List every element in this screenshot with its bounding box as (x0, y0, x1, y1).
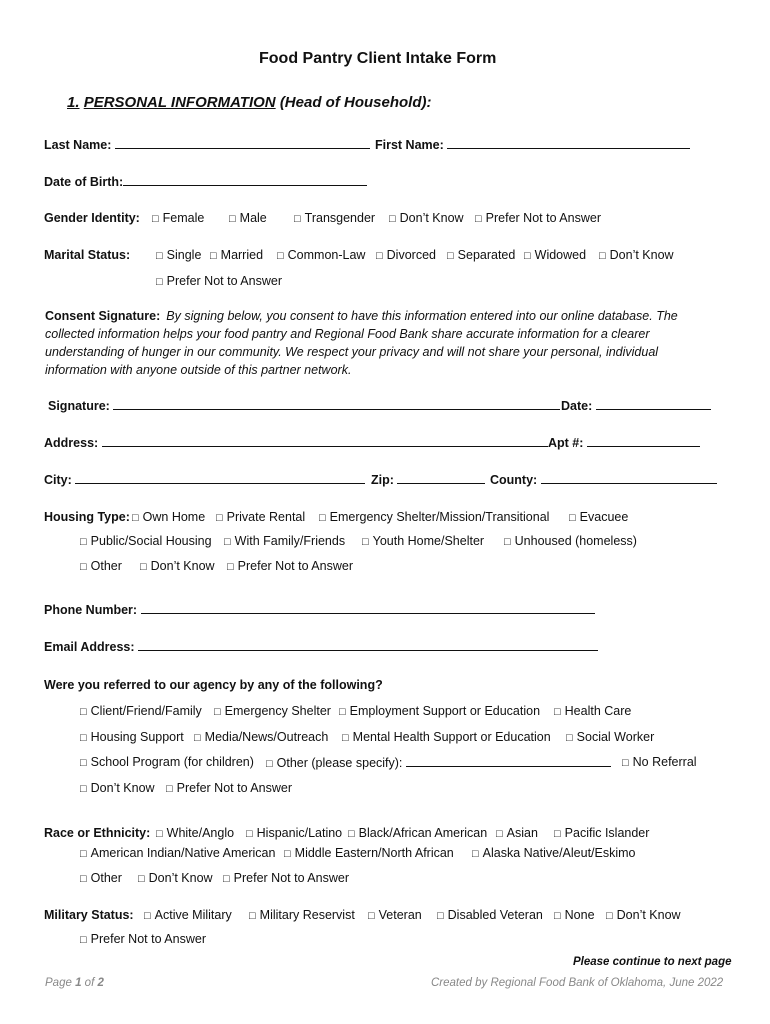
credit-note: Created by Regional Food Bank of Oklahoma, June 2022 (431, 977, 724, 989)
marital-option[interactable]: □ Widowed (524, 247, 586, 264)
email-label: Email Address: (44, 640, 135, 654)
page-of: of (84, 977, 95, 989)
housing-option[interactable]: □ Unhoused (homeless) (504, 533, 637, 550)
race-option[interactable]: □ Black/African American (348, 825, 487, 842)
gender-option[interactable]: □ Prefer Not to Answer (475, 210, 601, 227)
last-name-label: Last Name: (44, 138, 112, 152)
housing-option[interactable]: □ Emergency Shelter/Mission/Transitional (319, 509, 549, 526)
housing-label: Housing Type: (44, 510, 130, 524)
military-option[interactable]: □ None (554, 907, 595, 924)
marital-label: Marital Status: (44, 248, 131, 262)
gender-label: Gender Identity: (44, 211, 140, 225)
military-option[interactable]: □ Military Reservist (249, 907, 355, 924)
race-option[interactable]: □ Asian (496, 825, 538, 842)
address-line[interactable] (102, 434, 548, 447)
military-option[interactable]: □ Veteran (368, 907, 422, 924)
referral-option[interactable]: □ School Program (for children) (80, 754, 254, 771)
referral-other-line[interactable] (406, 754, 611, 767)
marital-option[interactable]: □ Don’t Know (599, 247, 674, 264)
city-line[interactable] (75, 471, 365, 484)
referral-option[interactable]: □ Prefer Not to Answer (166, 780, 292, 797)
last-name-field[interactable] (44, 136, 370, 153)
race-option[interactable]: □ Pacific Islander (554, 825, 649, 842)
referral-option[interactable]: □ No Referral (622, 754, 697, 771)
housing-option[interactable]: □ Youth Home/Shelter (362, 533, 484, 550)
page-word: Page (45, 977, 72, 989)
date-line[interactable] (596, 397, 711, 410)
race-option[interactable]: □ Middle Eastern/North African (284, 845, 454, 862)
gender-option[interactable]: □ Transgender (294, 210, 375, 227)
date-label: Date: (561, 399, 593, 413)
marital-option[interactable]: □ Common-Law (277, 247, 365, 264)
page-total: 2 (97, 977, 104, 989)
race-option[interactable]: □ Alaska Native/Aleut/Eskimo (472, 845, 636, 862)
military-option[interactable]: □ Don’t Know (606, 907, 681, 924)
address-label: Address: (44, 436, 99, 450)
military-option[interactable]: □ Active Military (144, 907, 232, 924)
referral-option[interactable]: □ Health Care (554, 703, 631, 720)
race-option[interactable]: □ Prefer Not to Answer (223, 870, 349, 887)
city-field[interactable] (44, 471, 365, 488)
email-field[interactable] (44, 638, 598, 655)
referral-question: Were you referred to our agency by any of the following? (44, 678, 383, 692)
race-option[interactable]: □ American Indian/Native American (80, 845, 275, 862)
page-title: Food Pantry Client Intake Form (259, 50, 497, 67)
gender-option[interactable]: □ Don’t Know (389, 210, 464, 227)
referral-option[interactable]: □ Social Worker (566, 729, 654, 746)
page-current: 1 (75, 977, 82, 989)
apt-label: Apt #: (548, 436, 584, 450)
race-option[interactable]: □ Don’t Know (138, 870, 213, 887)
referral-other-field[interactable] (266, 754, 611, 772)
signature-label: Signature: (48, 399, 110, 413)
race-option[interactable]: □ White/Anglo (156, 825, 234, 842)
dob-label: Date of Birth: (44, 175, 124, 189)
apt-field[interactable] (548, 434, 700, 451)
section-suffix: (Head of Household): (279, 94, 432, 111)
housing-option[interactable]: □ Public/Social Housing (80, 533, 212, 550)
county-label: County: (490, 473, 538, 487)
housing-option[interactable]: □ Own Home (132, 509, 205, 526)
race-label: Race or Ethnicity: (44, 826, 151, 840)
military-label: Military Status: (44, 908, 134, 922)
zip-line[interactable] (397, 471, 485, 484)
housing-option[interactable]: □ Private Rental (216, 509, 305, 526)
gender-option[interactable]: □ Male (229, 210, 267, 227)
referral-option[interactable]: □ Mental Health Support or Education (342, 729, 551, 746)
signature-line[interactable] (113, 397, 560, 410)
consent-label: Consent Signature: (45, 309, 161, 323)
first-name-label: First Name: (375, 138, 444, 152)
referral-option[interactable]: □ Client/Friend/Family (80, 703, 202, 720)
marital-option[interactable]: □ Single (156, 247, 201, 264)
consent-text: By signing below, you consent to have this information entered into our online database. The collected information helps your food pantry and Regional Food Bank share accurate information for a clearer understanding of hunger in our community. We respect your privacy and will not share your personal, individual information with anyone outside of this partner network. (45, 309, 678, 377)
zip-label: Zip: (371, 473, 394, 487)
address-field[interactable] (44, 434, 548, 451)
section-heading (67, 93, 431, 113)
referral-option[interactable]: □ Employment Support or Education (339, 703, 540, 720)
first-name-field[interactable] (375, 136, 690, 153)
first-name-line[interactable] (447, 136, 690, 149)
continue-note: Please continue to next page (573, 956, 732, 968)
military-option[interactable]: □ Prefer Not to Answer (80, 931, 206, 948)
referral-option[interactable]: □ Housing Support (80, 729, 184, 746)
referral-option[interactable]: □ Other (please specify): (266, 756, 402, 770)
housing-option[interactable]: □ Other (80, 558, 122, 575)
dob-line[interactable] (123, 173, 367, 186)
gender-option[interactable]: □ Female (152, 210, 204, 227)
city-label: City: (44, 473, 72, 487)
housing-option[interactable]: □ Prefer Not to Answer (227, 558, 353, 575)
last-name-line[interactable] (115, 136, 370, 149)
county-field[interactable] (490, 471, 717, 488)
page-number (45, 977, 104, 989)
apt-line[interactable] (587, 434, 700, 447)
signature-field[interactable] (48, 397, 560, 414)
race-option[interactable]: □ Hispanic/Latino (246, 825, 342, 842)
housing-option[interactable]: □ Evacuee (569, 509, 628, 526)
phone-label: Phone Number: (44, 603, 138, 617)
zip-field[interactable] (371, 471, 485, 488)
referral-option[interactable]: □ Media/News/Outreach (194, 729, 328, 746)
phone-line[interactable] (141, 601, 595, 614)
marital-option[interactable]: □ Married (210, 247, 263, 264)
phone-field[interactable] (44, 601, 595, 618)
race-option[interactable]: □ Other (80, 870, 122, 887)
county-line[interactable] (541, 471, 717, 484)
referral-option[interactable]: □ Emergency Shelter (214, 703, 331, 720)
marital-option[interactable]: □ Prefer Not to Answer (156, 273, 282, 290)
consent-block (45, 307, 705, 379)
dob-field[interactable] (44, 173, 367, 190)
housing-option[interactable]: □ With Family/Friends (224, 533, 345, 550)
email-line[interactable] (138, 638, 598, 651)
referral-option[interactable]: □ Don’t Know (80, 780, 155, 797)
marital-option[interactable]: □ Separated (447, 247, 515, 264)
date-field[interactable] (561, 397, 711, 414)
marital-option[interactable]: □ Divorced (376, 247, 436, 264)
housing-option[interactable]: □ Don’t Know (140, 558, 215, 575)
military-option[interactable]: □ Disabled Veteran (437, 907, 543, 924)
section-number: 1. (67, 94, 80, 111)
section-title: PERSONAL INFORMATION (83, 94, 276, 111)
